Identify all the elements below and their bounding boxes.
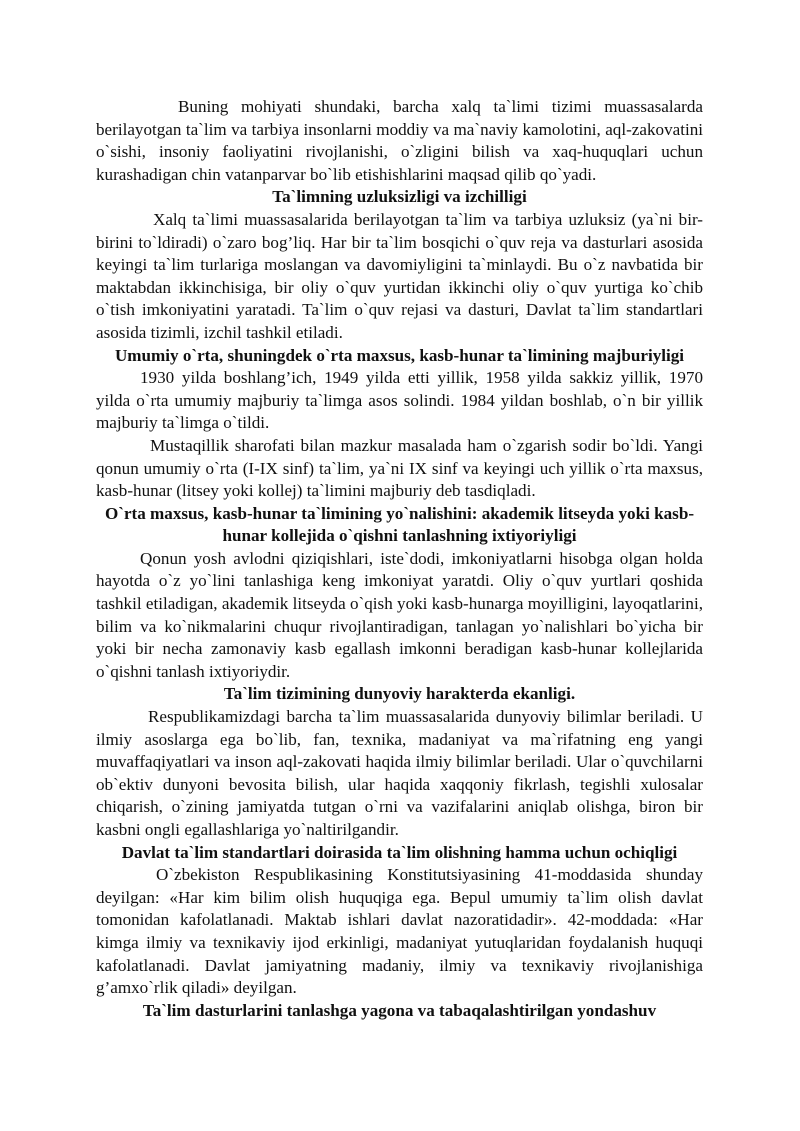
paragraph-continuity: Xalq ta`limi muassasalarida berilayotgan ta`lim va tarbiya uzluksiz (ya`ni bir-birini to`ldiradi) o`zaro bog’liq. Har bir ta`lim bosqichi o`quv reja va dasturlari asosida keyingi ta`lim turlariga moslangan va davomiyligini ta`minlaydi. Bu o`z navbatida bir maktabdan ikkinchisiga, bir oliy o`quv yurtidan ikkinchi oliy o`quv yurtiga ko`chib o`tish imkoniyatini yaratadi. Ta`lim o`quv rejasi va dasturi, Davlat ta`lim standartlari asosida tizimli, izchil tashkil etiladi. bbox=[96, 209, 703, 342]
paragraph-constitution: O`zbekiston Respublikasining Konstitutsiyasining 41-moddasida shunday deyilgan: «Har kim bilim olish huquqiga ega. Bepul umumiy ta`lim olish davlat tomonidan kafolatlanadi. Maktab ishlari davlat nazoratidadir». 42-moddada: «Har kimga ilmiy va texnikaviy ijod erkinligi, madaniyat yutuqlaridan foydalanish huquqi kafolatlanadi. Davlat jamiyatning madaniy, ilmiy va texnikaviy rivojlanishiga g’amxo`rlik qiladi» deyilgan. bbox=[96, 865, 703, 998]
section-heading-continuity: Ta`limning uzluksizligi va izchilligi bbox=[272, 187, 527, 207]
paragraph-independence: Mustaqillik sharofati bilan mazkur masalada ham o`zgarish sodir bo`ldi. Yangi qonun umumiy o`rta (I-IX sinf) ta`lim, ya`ni IX sinf va keyingi uch yillik o`rta maxsus, kasb-hunar (litsey yoki kollej) ta`limini majburiy deb tasdiqladi. bbox=[96, 435, 703, 501]
section-heading-secular: Ta`lim tizimining dunyoviy harakterda ekanligi. bbox=[223, 684, 576, 704]
section-heading-programs: Ta`lim dasturlarini tanlashga yagona va tabaqalashtirilgan yondashuv bbox=[142, 1000, 657, 1020]
section-heading-compulsory: Umumiy o`rta, shuningdek o`rta maxsus, kasb-hunar ta`limining majburiyligi bbox=[114, 345, 685, 365]
document-page bbox=[96, 96, 703, 1022]
paragraph-history: 1930 yilda boshlang’ich, 1949 yilda etti yillik, 1958 yilda sakkiz yillik, 1970 yilda o`rta umumiy majburiy ta`limga asos solindi. 1984 yildan boshlab, o`n bir yillik majburiy ta`limga o`tildi. bbox=[96, 368, 703, 433]
paragraph-choice: Qonun yosh avlodni qiziqishlari, iste`dodi, imkoniyatlarni hisobga olgan holda hayotda o`z yo`lini tanlashiga keng imkoniyat yaratdi. Oliy o`quv yurtlari qoshida tashkil etiladigan, akademik litseyda o`qish yoki kasb-hunarga moyilligini, layoqatlarini, bilim va ko`nikmalarini chuqur rivojlantiradigan, tanlagan yo`nalishlari bo`yicha bir yoki bir necha zamonaviy kasb egallash imkonni beradigan kasb-hunar kollejlarida o`qishni tanlash ixtiyoriydir. bbox=[96, 548, 703, 681]
section-heading-openness: Davlat ta`lim standartlari doirasida ta`lim olishning hamma uchun ochiqligi bbox=[121, 842, 678, 862]
paragraph-intro: Buning mohiyati shundaki, barcha xalq ta`limi tizimi muassasalarda berilayotgan ta`lim va tarbiya insonlarni moddiy va ma`naviy kamolotini, aql-zakovatini o`sishi, insoniy faoliyatini rivojlanishi, o`zligini bilish va xaq-huquqlari uchun kurashadigan chin vatanparvar bo`lib etishishlarini maqsad qilib qo`yadi. bbox=[96, 97, 703, 184]
paragraph-secular: Respublikamizdagi barcha ta`lim muassasalarida dunyoviy bilimlar beriladi. U ilmiy asoslarga ega bo`lib, fan, texnika, madaniyat va ma`rifatning eng yangi muvaffaqiyatlari va inson aql-zakovati haqida ilmiy bilimlar beriladi. Ular o`quvchilarni ob`ektiv dunyoni bevosita bilish, ular haqida xaqqoniy fikrlash, tegishli xulosalar chiqarish, o`zining jamiyatda tutgan o`rni va vazifalarini aniqlab olishga, biron bir kasbni ongli egallashlariga yo`naltirilgandir. bbox=[96, 707, 703, 839]
section-heading-choice: O`rta maxsus, kasb-hunar ta`limining yo`nalishini: akademik litseyda yoki kasb-hunar kollejida o`qishni tanlashning ixtiyoriyligi bbox=[104, 503, 695, 546]
